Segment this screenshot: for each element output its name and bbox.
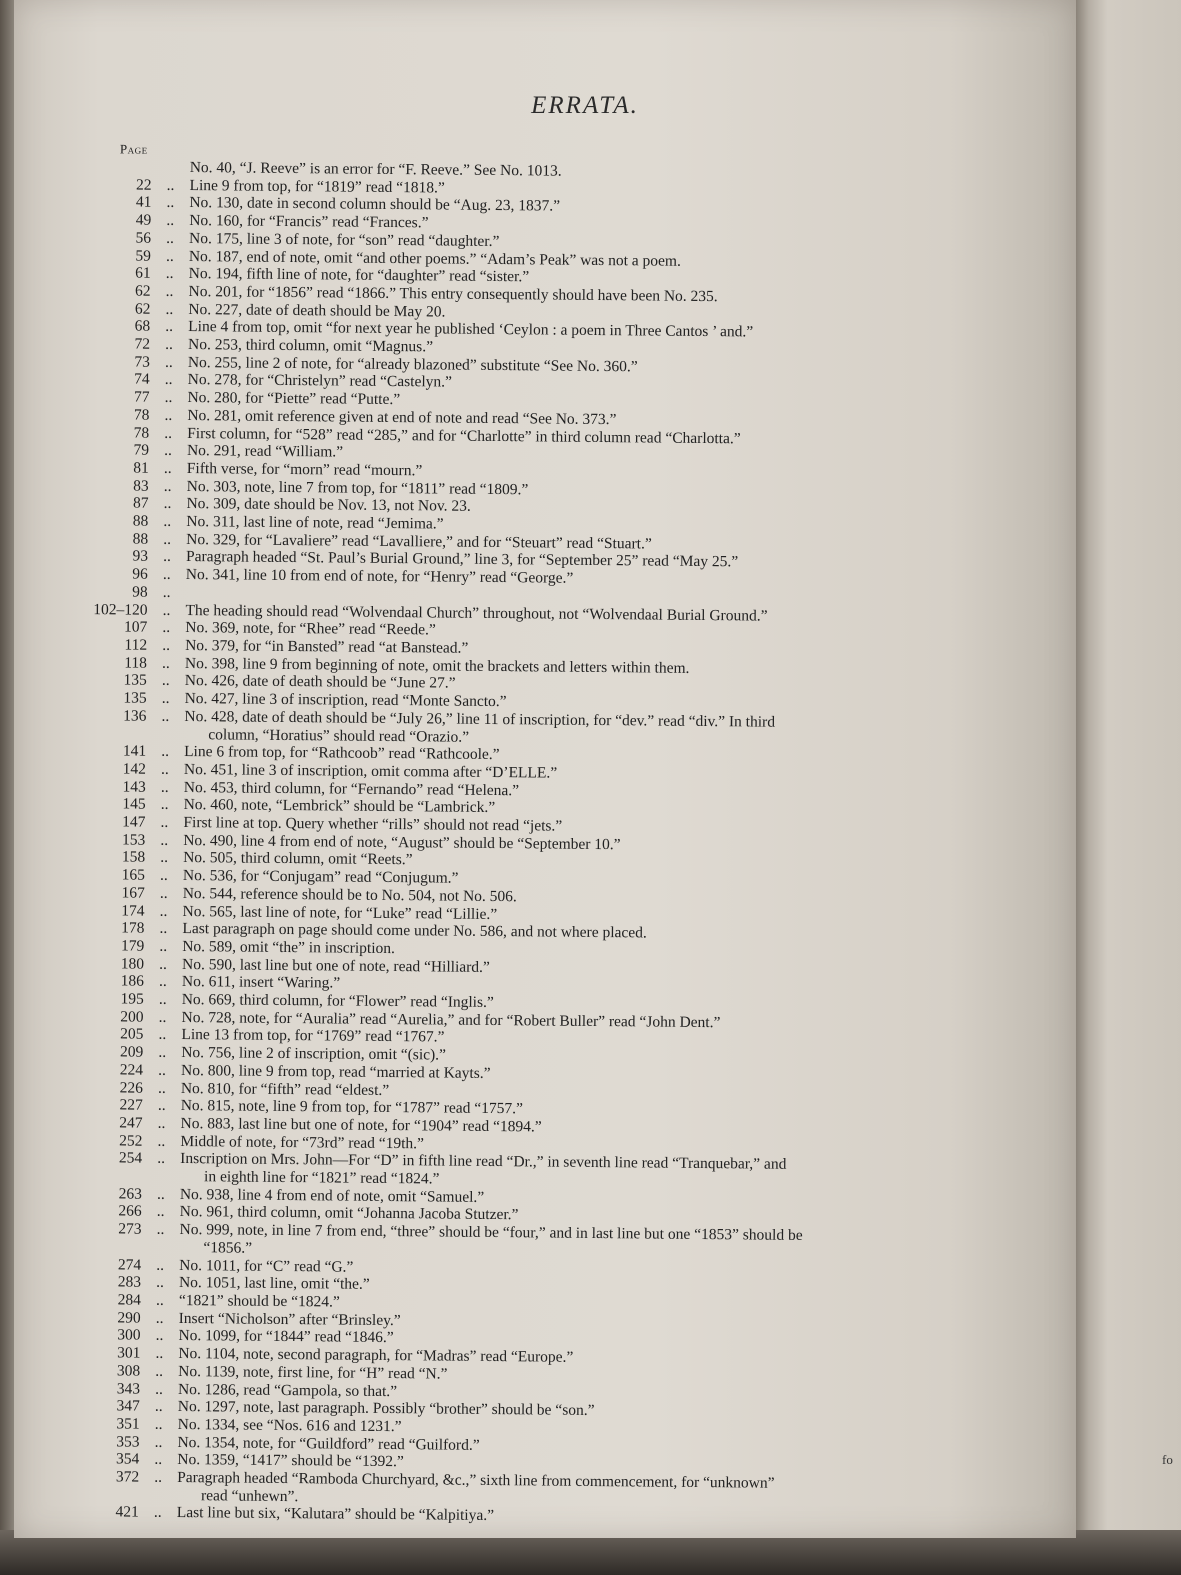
entry-leader-dots: .. <box>164 388 173 407</box>
entry-leader-dots: .. <box>154 1397 163 1416</box>
entry-leader-dots: .. <box>156 1256 165 1274</box>
entry-text: No. 369, note, for “Rhee” read “Reede.” <box>185 619 436 639</box>
entry-text: No. 278, for “Christelyn” read “Castelyn.” <box>187 371 453 392</box>
entry-leader-dots: .. <box>155 1344 164 1362</box>
entry-page-number: 83 <box>133 477 149 495</box>
entry-text: No. 291, read “William.” <box>186 442 344 461</box>
entry-text: First column, for “528” read “285,” and for “Charlotte” in third column read “Charlotta.” <box>187 424 741 447</box>
entry-text: No. 1104, note, second paragraph, for “Madras” read “Europe.” <box>178 1345 574 1366</box>
entry-page-number: 118 <box>124 654 148 672</box>
entry-page-number: 266 <box>118 1202 142 1221</box>
entry-text: No. 341, line 10 from end of note, for “Henry” read “George.” <box>185 566 574 587</box>
entry-text-continuation: read “unhewn”. <box>200 1486 299 1505</box>
entry-text: No. 1051, last line, omit “the.” <box>178 1274 370 1294</box>
entry-leader-dots: .. <box>166 176 175 194</box>
entry-text: No. 309, date should be Nov. 13, not Nov. 23. <box>186 495 471 516</box>
entry-text: Fifth verse, for “morn” read “mourn.” <box>186 459 423 480</box>
entry-text: No. 460, note, “Lembrick” should be “Lambrick.” <box>183 796 496 817</box>
entry-page-number: 102–120 <box>93 600 148 619</box>
entry-leader-dots: .. <box>159 920 168 938</box>
entry-text: Line 9 from top, for “1819” read “1818.” <box>189 176 445 197</box>
entry-leader-dots: .. <box>162 601 171 619</box>
entry-text: No. 175, line 3 of note, for “son” read “daughter.” <box>188 229 500 250</box>
entry-page-number: 145 <box>122 795 146 813</box>
entry-leader-dots: .. <box>163 548 171 566</box>
entry-text: No. 427, line 3 of inscription, read “Monte Sancto.” <box>184 690 507 711</box>
entry-text-continuation: “1856.” <box>203 1239 253 1257</box>
entry-text: No. 281, omit reference given at end of note and read “See No. 373.” <box>187 406 617 429</box>
entry-text: No. 426, date of death should be “June 27.” <box>184 672 456 693</box>
entry-page-number: 195 <box>120 990 144 1008</box>
entry-text: Line 4 from top, omit “for next year he published ‘Ceylon : a poem in Three Cantos ’ and.” <box>188 318 754 341</box>
entry-text: No. 961, third column, omit “Johanna Jacoba Stutzer.” <box>179 1203 519 1224</box>
entry-text: No. 398, line 9 from beginning of note, omit the brackets and letters within them. <box>184 654 690 677</box>
entry-text: No. 453, third column, for “Fernando” read “Helena.” <box>183 778 520 799</box>
entry-text: No. 160, for “Francis” read “Frances.” <box>189 212 429 232</box>
entry-leader-dots: .. <box>164 442 172 460</box>
entry-page-number: 354 <box>116 1450 140 1468</box>
entry-text: No. 329, for “Lavaliere” read “Lavalliere,” and for “Steuart” read “Stuart.” <box>186 530 652 553</box>
entry-leader-dots: .. <box>159 955 168 973</box>
entry-leader-dots: .. <box>163 477 172 495</box>
entry-page-number: 96 <box>132 565 148 583</box>
entry-leader-dots: .. <box>164 353 173 371</box>
entry-leader-dots: .. <box>164 371 173 389</box>
entry-leader-dots: .. <box>165 318 174 336</box>
entry-page-number: 290 <box>117 1309 141 1327</box>
entry-page-number: 180 <box>120 955 145 973</box>
entry-page-number: 72 <box>134 335 151 353</box>
entry-text: No. 938, line 4 from end of note, omit “Samuel.” <box>179 1185 485 1206</box>
entry-leader-dots: .. <box>158 1043 167 1062</box>
entry-page-number: 308 <box>116 1362 141 1380</box>
entry-leader-dots: .. <box>155 1291 164 1309</box>
entry-page-number: 61 <box>135 264 151 282</box>
entry-leader-dots: .. <box>156 1185 165 1203</box>
entry-text: No. 253, third column, omit “Magnus.” <box>187 336 434 356</box>
entry-page-number: 224 <box>119 1061 144 1079</box>
entry-page-number: 98 <box>132 583 148 601</box>
entry-page-number: 62 <box>134 300 151 318</box>
entry-leader-dots: .. <box>164 406 173 424</box>
entry-page-number: 347 <box>116 1397 140 1415</box>
entry-leader-dots: .. <box>155 1309 164 1327</box>
entry-leader-dots: .. <box>162 619 171 637</box>
page-column-header: Page <box>119 141 148 157</box>
entry-leader-dots: .. <box>161 707 170 725</box>
entry-leader-dots: .. <box>155 1362 164 1380</box>
entry-text: Line 13 from top, for “1769” read “1767.” <box>181 1026 445 1046</box>
entry-leader-dots: .. <box>160 831 169 849</box>
entry-text-continuation: in eighth line for “1821” read “1824.” <box>203 1168 440 1188</box>
entry-leader-dots: .. <box>159 866 168 885</box>
entry-leader-dots: .. <box>162 636 171 654</box>
entry-text: No. 669, third column, for “Flower” read “Inglis.” <box>181 991 494 1012</box>
entry-leader-dots: .. <box>158 1026 167 1044</box>
page-title: ERRATA. <box>531 92 639 119</box>
entry-text: No. 40, “J. Reeve” is an error for “F. Reeve.” See No. 1013. <box>189 159 562 180</box>
entry-page-number: 56 <box>135 229 152 247</box>
entry-page-number: 153 <box>121 831 146 849</box>
entry-text: No. 1139, note, first line, for “H” read “N.” <box>178 1362 448 1383</box>
entry-leader-dots: .. <box>159 884 168 902</box>
entry-leader-dots: .. <box>162 583 171 601</box>
entry-text: The heading should read “Wolvendaal Church” throughout, not “Wolvendaal Burial Ground.” <box>185 601 768 625</box>
entry-page-number: 263 <box>118 1185 142 1203</box>
entry-leader-dots: .. <box>157 1150 166 1168</box>
entry-leader-dots: .. <box>163 495 172 513</box>
entry-leader-dots: .. <box>166 194 175 212</box>
entry-text: Middle of note, for “73rd” read “19th.” <box>180 1132 425 1153</box>
entry-leader-dots: .. <box>161 672 170 690</box>
entry-leader-dots: .. <box>162 654 170 672</box>
entry-leader-dots: .. <box>158 1061 167 1079</box>
entry-text: Paragraph headed “St. Paul’s Burial Ground,” line 3, for “September 25” read “May 25.” <box>185 548 739 571</box>
entry-leader-dots: .. <box>159 937 168 955</box>
entry-page-number: 174 <box>121 901 145 920</box>
entry-page-number: 147 <box>122 813 146 831</box>
entry-text: No. 280, for “Piette” read “Putte.” <box>187 389 401 409</box>
entry-page-number: 81 <box>133 459 149 477</box>
entry-text: No. 303, note, line 7 from top, for “1811” read “1809.” <box>186 477 529 498</box>
entry-leader-dots: .. <box>157 1079 166 1097</box>
entry-text: No. 187, end of note, omit “and other poems.” “Adam’s Peak” was not a poem. <box>188 247 681 270</box>
entry-leader-dots: .. <box>163 512 172 530</box>
entry-text: No. 1334, see “Nos. 616 and 1231.” <box>177 1415 402 1436</box>
entry-leader-dots: .. <box>165 265 174 283</box>
entry-leader-dots: .. <box>161 760 169 778</box>
entry-text: No. 611, insert “Waring.” <box>181 973 341 992</box>
entry-leader-dots: .. <box>162 565 171 584</box>
entry-text: No. 379, for “in Bansted” read “at Banstead.” <box>185 637 469 657</box>
entry-leader-dots: .. <box>161 689 170 707</box>
entry-leader-dots: .. <box>160 849 169 867</box>
entry-text: No. 490, line 4 from end of note, “August” should be “September 10.” <box>183 831 621 853</box>
entry-text: No. 728, note, for “Auralia” read “Aurelia,” and for “Robert Buller” read “John Dent.” <box>181 1008 721 1031</box>
entry-text: No. 428, date of death should be “July 26,” line 11 of inscription, for “dev.” read “div.” In third <box>184 707 776 731</box>
entry-text: “1821” should be “1824.” <box>178 1292 340 1311</box>
entry-page-number: 300 <box>117 1326 141 1345</box>
entry-page-number: 252 <box>119 1132 143 1150</box>
entry-page-number: 88 <box>132 512 149 530</box>
entry-leader-dots: .. <box>158 973 167 991</box>
entry-page-number: 142 <box>122 760 147 778</box>
entry-leader-dots: .. <box>158 1008 167 1026</box>
entry-page-number: 49 <box>135 211 152 229</box>
entry-leader-dots: .. <box>154 1451 163 1469</box>
entry-leader-dots: .. <box>166 229 175 247</box>
entry-page-number: 273 <box>118 1220 142 1238</box>
entry-page-number: 77 <box>133 388 150 406</box>
entry-page-number: 22 <box>135 176 152 194</box>
entry-page-number: 141 <box>122 742 147 760</box>
entry-page-number: 178 <box>121 919 145 937</box>
entry-leader-dots: .. <box>153 1504 162 1522</box>
errata-page <box>14 0 1076 1538</box>
entry-text: No. 1286, read “Gampola, so that.” <box>177 1380 398 1400</box>
entry-text: No. 201, for “1856” read “1866.” This entry consequently should have been No. 235. <box>188 282 718 306</box>
entry-page-number: 343 <box>116 1379 141 1398</box>
entry-page-number: 372 <box>115 1468 140 1486</box>
entry-leader-dots: .. <box>156 1274 164 1292</box>
entry-page-number: 247 <box>119 1114 143 1132</box>
entry-page-number: 74 <box>134 370 150 389</box>
entry-page-number: 254 <box>118 1149 143 1168</box>
entry-leader-dots: .. <box>163 459 172 477</box>
entry-text: No. 590, last line but one of note, read “Hilliard.” <box>182 955 490 976</box>
facing-page-edge <box>1076 0 1181 1540</box>
entry-text: No. 815, note, line 9 from top, for “1787” read “1757.” <box>180 1097 524 1118</box>
entry-leader-dots: .. <box>161 743 170 761</box>
entry-leader-dots: .. <box>160 813 169 831</box>
entry-leader-dots: .. <box>166 211 175 230</box>
entry-leader-dots: .. <box>155 1380 163 1398</box>
entry-leader-dots: .. <box>154 1415 163 1433</box>
entry-page-number: 226 <box>119 1078 143 1097</box>
entry-page-number: 284 <box>117 1291 141 1309</box>
entry-leader-dots: .. <box>158 990 167 1008</box>
entry-text: No. 999, note, in line 7 from end, “three” should be “four,” and in last line but one “1853” should be <box>179 1221 803 1245</box>
entry-text: No. 451, line 3 of inscription, omit comma after “D’ELLE.” <box>183 760 558 782</box>
entry-page-number: 186 <box>120 972 145 990</box>
entry-leader-dots: .. <box>165 300 174 318</box>
entry-page-number: 78 <box>133 424 150 442</box>
entry-page-number: 107 <box>123 618 148 636</box>
entry-leader-dots: .. <box>154 1433 163 1451</box>
entry-text: Paragraph headed “Ramboda Churchyard, &c.,” sixth line from commencement, for “unknown” <box>177 1469 775 1492</box>
entry-text: No. 536, for “Conjugam” read “Conjugum.” <box>182 867 459 887</box>
entry-leader-dots: .. <box>165 282 174 300</box>
entry-leader-dots: .. <box>156 1203 165 1221</box>
entry-page-number: 88 <box>132 530 149 548</box>
entry-page-number: 179 <box>120 937 145 955</box>
entry-page-number: 62 <box>134 282 151 300</box>
entry-text: No. 255, line 2 of note, for “already blazoned” substitute “See No. 360.” <box>187 353 638 376</box>
entry-text: No. 565, last line of note, for “Luke” read “Lillie.” <box>182 902 498 923</box>
entry-page-number: 112 <box>124 636 148 654</box>
entry-text: No. 1359, “1417” should be “1392.” <box>177 1451 404 1471</box>
errata-list <box>67 140 1050 1530</box>
entry-text: No. 130, date in second column should be “Aug. 23, 1837.” <box>189 194 561 216</box>
entry-leader-dots: .. <box>165 247 174 265</box>
entry-text: Last line but six, “Kalutara” should be “Kalpitiya.” <box>176 1504 495 1525</box>
entry-page-number: 136 <box>123 707 147 725</box>
entry-leader-dots: .. <box>157 1114 166 1132</box>
entry-text: No. 1297, note, last paragraph. Possibly “brother” should be “son.” <box>177 1398 595 1420</box>
entry-leader-dots: .. <box>159 902 168 920</box>
facing-page-text-fragment: fo <box>1162 1452 1173 1467</box>
entry-page-number: 143 <box>122 778 146 796</box>
entry-text: Line 6 from top, for “Rathcoob” read “Rathcoole.” <box>184 743 500 764</box>
entry-text: No. 1354, note, for “Guildford” read “Guilford.” <box>177 1433 480 1454</box>
entry-page-number: 167 <box>121 884 145 902</box>
entry-page-number: 165 <box>121 866 146 884</box>
entry-leader-dots: .. <box>160 778 169 796</box>
entry-page-number: 227 <box>119 1096 143 1114</box>
entry-leader-dots: .. <box>157 1132 166 1150</box>
entry-leader-dots: .. <box>160 796 169 814</box>
entry-text: No. 544, reference should be to No. 504, not No. 506. <box>182 884 517 906</box>
entry-leader-dots: .. <box>156 1220 165 1239</box>
entry-text: No. 589, omit “the” in inscription. <box>182 937 396 957</box>
entry-page-number: 135 <box>123 689 147 707</box>
entry-text: No. 194, fifth line of note, for “daughter” read “sister.” <box>188 265 530 286</box>
entry-page-number: 209 <box>119 1043 144 1061</box>
entry-page-number: 79 <box>133 441 150 459</box>
entry-page-number: 421 <box>115 1503 139 1522</box>
entry-text: No. 883, last line but one of note, for “1904” read “1894.” <box>180 1114 542 1136</box>
entry-text: No. 810, for “fifth” read “eldest.” <box>180 1079 390 1099</box>
entry-text: Last paragraph on page should come under No. 586, and not where placed. <box>182 920 647 942</box>
entry-leader-dots: .. <box>165 335 173 353</box>
entry-text: No. 756, line 2 of inscription, omit “(sic).” <box>181 1044 447 1064</box>
entry-leader-dots: .. <box>154 1468 163 1486</box>
entry-text: Inscription on Mrs. John—For “D” in fifth line read “Dr.,” in seventh line read “Tranquebar,” and <box>180 1150 787 1174</box>
entry-page-number: 73 <box>134 353 150 371</box>
entry-page-number: 158 <box>121 848 146 867</box>
entry-text: No. 1011, for “C” read “G.” <box>179 1256 354 1276</box>
entry-text: No. 227, date of death should be May 20. <box>188 300 446 321</box>
entry-leader-dots: .. <box>155 1327 164 1345</box>
entry-page-number: 68 <box>134 317 151 336</box>
entry-text: No. 505, third column, omit “Reets.” <box>183 849 413 869</box>
entry-page-number: 78 <box>133 406 150 424</box>
entry-text: First line at top. Query whether “rills” should not read “jets.” <box>183 814 563 835</box>
entry-text: No. 311, last line of note, read “Jemima.” <box>186 513 444 533</box>
entry-page-number: 274 <box>117 1256 142 1274</box>
entry-page-number: 93 <box>132 547 149 566</box>
entry-text: No. 1099, for “1844” read “1846.” <box>178 1327 394 1347</box>
entry-leader-dots: .. <box>157 1097 166 1115</box>
entry-page-number: 205 <box>120 1025 144 1044</box>
entry-page-number: 87 <box>132 494 149 513</box>
entry-page-number: 200 <box>120 1008 144 1026</box>
entry-page-number: 41 <box>135 193 152 212</box>
entry-leader-dots: .. <box>164 424 173 442</box>
entry-text-continuation: column, “Horatius” should read “Orazio.” <box>208 725 470 746</box>
entry-page-number: 351 <box>116 1415 140 1433</box>
entry-page-number: 59 <box>135 247 151 265</box>
entry-page-number: 301 <box>117 1344 141 1362</box>
entry-page-number: 353 <box>116 1433 140 1451</box>
entry-text: No. 800, line 9 from top, read “married at Kayts.” <box>180 1061 491 1082</box>
entry-text: Insert “Nicholson” after “Brinsley.” <box>178 1309 401 1329</box>
entry-page-number: 283 <box>117 1273 142 1291</box>
entry-page-number: 135 <box>123 671 147 690</box>
entry-leader-dots: .. <box>163 530 172 548</box>
